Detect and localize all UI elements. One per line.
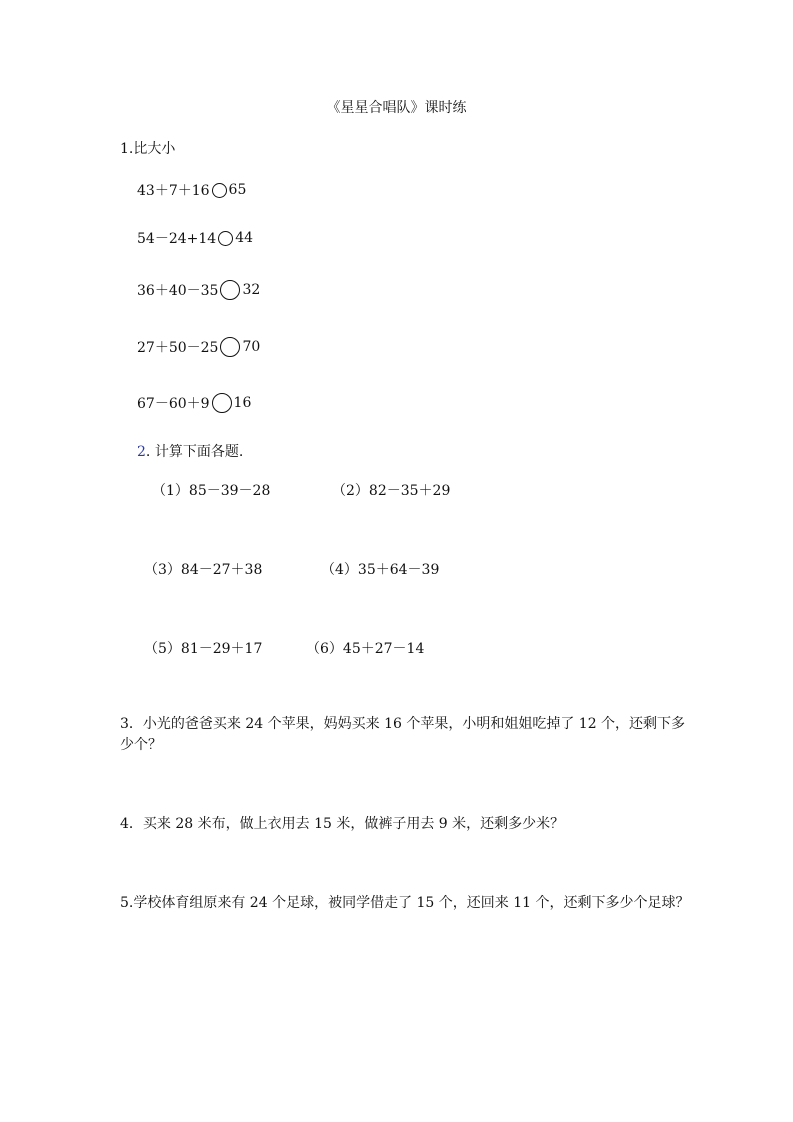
compare-right: 16	[233, 395, 252, 411]
compare-left: 67－60＋9	[137, 396, 210, 412]
answer-circle[interactable]	[218, 231, 233, 246]
calc-item-2: （2）82－35＋29	[332, 483, 451, 499]
compare-item	[137, 228, 253, 248]
answer-circle[interactable]	[212, 393, 232, 413]
answer-circle[interactable]	[212, 183, 227, 198]
answer-circle[interactable]	[220, 280, 240, 300]
compare-item	[137, 393, 251, 413]
compare-left: 54－24+14	[137, 231, 217, 247]
question-5-text: 5.学校体育组原来有 24 个足球，被同学借走了 15 个，还回来 11 个，还剩下多少个足球？	[120, 895, 690, 911]
calc-item-5: （5）81－29＋17	[144, 641, 263, 657]
compare-item	[137, 337, 260, 357]
answer-circle[interactable]	[220, 337, 240, 357]
calc-item-4: （4）35＋64－39	[321, 562, 440, 578]
question-4-text: 4．买来 28 米布，做上衣用去 15 米，做裤子用去 9 米，还剩多少米？	[120, 816, 565, 832]
question-1-heading: 1.比大小	[120, 141, 176, 157]
compare-right: 32	[242, 282, 261, 298]
calc-item-3: （3）84－27＋38	[144, 562, 263, 578]
question-2-label: . 计算下面各题.	[145, 444, 244, 460]
compare-item	[137, 280, 260, 300]
question-3-text: 3．小光的爸爸买来 24 个苹果，妈妈买来 16 个苹果，小明和姐姐吃掉了 12 个，还剩下多少个？	[120, 716, 686, 753]
calc-item-1: （1）85－39－28	[152, 483, 271, 499]
question-2-heading	[137, 441, 243, 461]
compare-left: 43＋7＋16	[137, 183, 210, 199]
compare-right: 44	[235, 230, 254, 246]
compare-left: 27＋50－25	[137, 340, 219, 356]
calc-item-6: （6）45＋27－14	[306, 641, 425, 657]
compare-left: 36＋40－35	[137, 283, 219, 299]
question-2-number: 2	[137, 444, 146, 460]
compare-item	[137, 180, 246, 200]
compare-right: 65	[228, 182, 247, 198]
compare-right: 70	[242, 339, 261, 355]
page-title: 《星星合唱队》课时练	[326, 100, 467, 116]
